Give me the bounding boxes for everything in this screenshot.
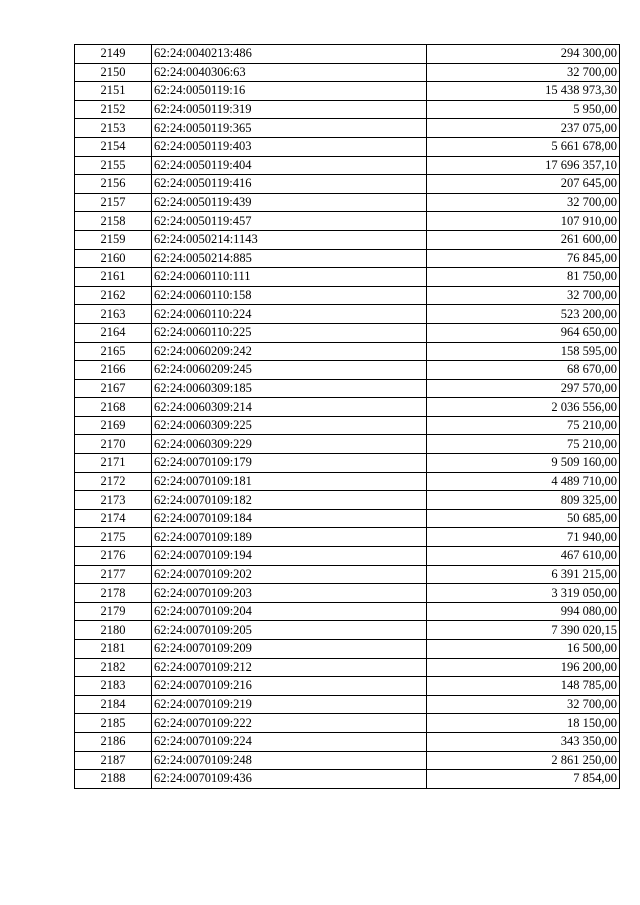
cadastral-number-cell: 62:24:0070109:181 bbox=[152, 472, 427, 491]
cadastral-value-cell: 5 661 678,00 bbox=[427, 137, 620, 156]
table-row bbox=[75, 323, 620, 342]
table-row bbox=[75, 212, 620, 231]
cadastral-value-cell: 76 845,00 bbox=[427, 249, 620, 268]
cadastral-value-cell: 32 700,00 bbox=[427, 695, 620, 714]
cadastral-number-cell: 62:24:0070109:436 bbox=[152, 770, 427, 789]
cadastral-value-cell: 196 200,00 bbox=[427, 658, 620, 677]
table-row bbox=[75, 584, 620, 603]
cadastral-number-cell: 62:24:0040213:486 bbox=[152, 45, 427, 64]
row-number-cell: 2161 bbox=[75, 268, 152, 287]
row-number-cell: 2152 bbox=[75, 100, 152, 119]
table-row bbox=[75, 379, 620, 398]
table-row bbox=[75, 454, 620, 473]
row-number-cell: 2187 bbox=[75, 751, 152, 770]
cadastral-number-cell: 62:24:0070109:202 bbox=[152, 565, 427, 584]
cadastral-value-cell: 32 700,00 bbox=[427, 286, 620, 305]
cadastral-number-cell: 62:24:0060110:224 bbox=[152, 305, 427, 324]
row-number-cell: 2160 bbox=[75, 249, 152, 268]
row-number-cell: 2156 bbox=[75, 175, 152, 194]
cadastral-value-cell: 75 210,00 bbox=[427, 435, 620, 454]
cadastral-value-cell: 261 600,00 bbox=[427, 230, 620, 249]
table-row bbox=[75, 398, 620, 417]
cadastral-number-cell: 62:24:0060309:185 bbox=[152, 379, 427, 398]
table-row bbox=[75, 286, 620, 305]
table-row bbox=[75, 119, 620, 138]
row-number-cell: 2167 bbox=[75, 379, 152, 398]
table-row bbox=[75, 193, 620, 212]
cadastral-number-cell: 62:24:0060309:225 bbox=[152, 416, 427, 435]
table-row bbox=[75, 137, 620, 156]
cadastral-number-cell: 62:24:0050119:439 bbox=[152, 193, 427, 212]
table-row bbox=[75, 100, 620, 119]
row-number-cell: 2154 bbox=[75, 137, 152, 156]
row-number-cell: 2176 bbox=[75, 547, 152, 566]
row-number-cell: 2157 bbox=[75, 193, 152, 212]
cadastral-value-cell: 809 325,00 bbox=[427, 491, 620, 510]
row-number-cell: 2181 bbox=[75, 640, 152, 659]
row-number-cell: 2165 bbox=[75, 342, 152, 361]
row-number-cell: 2175 bbox=[75, 528, 152, 547]
table-row bbox=[75, 528, 620, 547]
cadastral-value-cell: 294 300,00 bbox=[427, 45, 620, 64]
row-number-cell: 2177 bbox=[75, 565, 152, 584]
cadastral-value-cell: 107 910,00 bbox=[427, 212, 620, 231]
cadastral-number-cell: 62:24:0070109:189 bbox=[152, 528, 427, 547]
cadastral-number-cell: 62:24:0060209:242 bbox=[152, 342, 427, 361]
cadastral-value-cell: 297 570,00 bbox=[427, 379, 620, 398]
cadastral-number-cell: 62:24:0050119:416 bbox=[152, 175, 427, 194]
cadastral-number-cell: 62:24:0070109:182 bbox=[152, 491, 427, 510]
cadastral-value-cell: 148 785,00 bbox=[427, 677, 620, 696]
cadastral-value-cell: 32 700,00 bbox=[427, 193, 620, 212]
table-row bbox=[75, 268, 620, 287]
cadastral-value-cell: 17 696 357,10 bbox=[427, 156, 620, 175]
cadastral-number-cell: 62:24:0070109:194 bbox=[152, 547, 427, 566]
row-number-cell: 2188 bbox=[75, 770, 152, 789]
cadastral-number-cell: 62:24:0060309:229 bbox=[152, 435, 427, 454]
cadastral-value-cell: 994 080,00 bbox=[427, 602, 620, 621]
table-row bbox=[75, 63, 620, 82]
cadastral-number-cell: 62:24:0050214:1143 bbox=[152, 230, 427, 249]
cadastral-value-cell: 7 390 020,15 bbox=[427, 621, 620, 640]
row-number-cell: 2159 bbox=[75, 230, 152, 249]
cadastral-number-cell: 62:24:0070109:184 bbox=[152, 509, 427, 528]
table-row bbox=[75, 249, 620, 268]
table-row bbox=[75, 472, 620, 491]
table-row bbox=[75, 602, 620, 621]
cadastral-value-cell: 964 650,00 bbox=[427, 323, 620, 342]
cadastral-value-cell: 32 700,00 bbox=[427, 63, 620, 82]
row-number-cell: 2170 bbox=[75, 435, 152, 454]
row-number-cell: 2183 bbox=[75, 677, 152, 696]
cadastral-number-cell: 62:24:0050119:403 bbox=[152, 137, 427, 156]
cadastral-number-cell: 62:24:0050119:16 bbox=[152, 82, 427, 101]
table-row bbox=[75, 361, 620, 380]
table-row bbox=[75, 45, 620, 64]
cadastral-value-cell: 16 500,00 bbox=[427, 640, 620, 659]
cadastral-value-cell: 75 210,00 bbox=[427, 416, 620, 435]
cadastral-value-table bbox=[74, 44, 620, 789]
cadastral-value-cell: 50 685,00 bbox=[427, 509, 620, 528]
row-number-cell: 2172 bbox=[75, 472, 152, 491]
cadastral-number-cell: 62:24:0050119:404 bbox=[152, 156, 427, 175]
row-number-cell: 2162 bbox=[75, 286, 152, 305]
cadastral-number-cell: 62:24:0060209:245 bbox=[152, 361, 427, 380]
row-number-cell: 2155 bbox=[75, 156, 152, 175]
table-row bbox=[75, 640, 620, 659]
cadastral-value-cell: 7 854,00 bbox=[427, 770, 620, 789]
table-row bbox=[75, 342, 620, 361]
cadastral-value-cell: 4 489 710,00 bbox=[427, 472, 620, 491]
table-row bbox=[75, 416, 620, 435]
cadastral-value-cell: 2 036 556,00 bbox=[427, 398, 620, 417]
cadastral-number-cell: 62:24:0050214:885 bbox=[152, 249, 427, 268]
cadastral-number-cell: 62:24:0050119:365 bbox=[152, 119, 427, 138]
cadastral-number-cell: 62:24:0070109:216 bbox=[152, 677, 427, 696]
cadastral-number-cell: 62:24:0070109:224 bbox=[152, 732, 427, 751]
row-number-cell: 2180 bbox=[75, 621, 152, 640]
cadastral-number-cell: 62:24:0070109:179 bbox=[152, 454, 427, 473]
cadastral-value-cell: 9 509 160,00 bbox=[427, 454, 620, 473]
table-row bbox=[75, 770, 620, 789]
cadastral-value-cell: 207 645,00 bbox=[427, 175, 620, 194]
cadastral-number-cell: 62:24:0070109:209 bbox=[152, 640, 427, 659]
cadastral-number-cell: 62:24:0070109:203 bbox=[152, 584, 427, 603]
row-number-cell: 2179 bbox=[75, 602, 152, 621]
row-number-cell: 2166 bbox=[75, 361, 152, 380]
cadastral-value-cell: 15 438 973,30 bbox=[427, 82, 620, 101]
cadastral-value-cell: 3 319 050,00 bbox=[427, 584, 620, 603]
cadastral-number-cell: 62:24:0050119:457 bbox=[152, 212, 427, 231]
row-number-cell: 2150 bbox=[75, 63, 152, 82]
table-row bbox=[75, 677, 620, 696]
table-row bbox=[75, 714, 620, 733]
table-row bbox=[75, 695, 620, 714]
table-row bbox=[75, 547, 620, 566]
row-number-cell: 2171 bbox=[75, 454, 152, 473]
table-row bbox=[75, 491, 620, 510]
cadastral-number-cell: 62:24:0060110:225 bbox=[152, 323, 427, 342]
table-row bbox=[75, 751, 620, 770]
table-body bbox=[75, 45, 620, 789]
row-number-cell: 2184 bbox=[75, 695, 152, 714]
cadastral-value-cell: 68 670,00 bbox=[427, 361, 620, 380]
row-number-cell: 2182 bbox=[75, 658, 152, 677]
cadastral-value-cell: 467 610,00 bbox=[427, 547, 620, 566]
row-number-cell: 2173 bbox=[75, 491, 152, 510]
cadastral-number-cell: 62:24:0070109:222 bbox=[152, 714, 427, 733]
table-row bbox=[75, 509, 620, 528]
row-number-cell: 2186 bbox=[75, 732, 152, 751]
cadastral-value-cell: 2 861 250,00 bbox=[427, 751, 620, 770]
table-row bbox=[75, 175, 620, 194]
cadastral-number-cell: 62:24:0060110:111 bbox=[152, 268, 427, 287]
cadastral-value-cell: 18 150,00 bbox=[427, 714, 620, 733]
row-number-cell: 2174 bbox=[75, 509, 152, 528]
cadastral-value-cell: 6 391 215,00 bbox=[427, 565, 620, 584]
table-row bbox=[75, 82, 620, 101]
row-number-cell: 2153 bbox=[75, 119, 152, 138]
row-number-cell: 2158 bbox=[75, 212, 152, 231]
cadastral-value-cell: 81 750,00 bbox=[427, 268, 620, 287]
table-row bbox=[75, 565, 620, 584]
table-row bbox=[75, 658, 620, 677]
table-row bbox=[75, 305, 620, 324]
cadastral-number-cell: 62:24:0040306:63 bbox=[152, 63, 427, 82]
table-row bbox=[75, 156, 620, 175]
cadastral-value-cell: 5 950,00 bbox=[427, 100, 620, 119]
cadastral-number-cell: 62:24:0050119:319 bbox=[152, 100, 427, 119]
row-number-cell: 2169 bbox=[75, 416, 152, 435]
cadastral-value-cell: 71 940,00 bbox=[427, 528, 620, 547]
cadastral-number-cell: 62:24:0060110:158 bbox=[152, 286, 427, 305]
table-row bbox=[75, 621, 620, 640]
row-number-cell: 2178 bbox=[75, 584, 152, 603]
cadastral-number-cell: 62:24:0070109:204 bbox=[152, 602, 427, 621]
row-number-cell: 2151 bbox=[75, 82, 152, 101]
cadastral-number-cell: 62:24:0070109:205 bbox=[152, 621, 427, 640]
row-number-cell: 2149 bbox=[75, 45, 152, 64]
cadastral-number-cell: 62:24:0070109:212 bbox=[152, 658, 427, 677]
row-number-cell: 2163 bbox=[75, 305, 152, 324]
row-number-cell: 2185 bbox=[75, 714, 152, 733]
cadastral-number-cell: 62:24:0060309:214 bbox=[152, 398, 427, 417]
cadastral-number-cell: 62:24:0070109:248 bbox=[152, 751, 427, 770]
cadastral-value-cell: 158 595,00 bbox=[427, 342, 620, 361]
row-number-cell: 2168 bbox=[75, 398, 152, 417]
cadastral-value-cell: 523 200,00 bbox=[427, 305, 620, 324]
row-number-cell: 2164 bbox=[75, 323, 152, 342]
table-row bbox=[75, 435, 620, 454]
table-row bbox=[75, 732, 620, 751]
table-row bbox=[75, 230, 620, 249]
cadastral-number-cell: 62:24:0070109:219 bbox=[152, 695, 427, 714]
cadastral-value-cell: 343 350,00 bbox=[427, 732, 620, 751]
cadastral-value-cell: 237 075,00 bbox=[427, 119, 620, 138]
